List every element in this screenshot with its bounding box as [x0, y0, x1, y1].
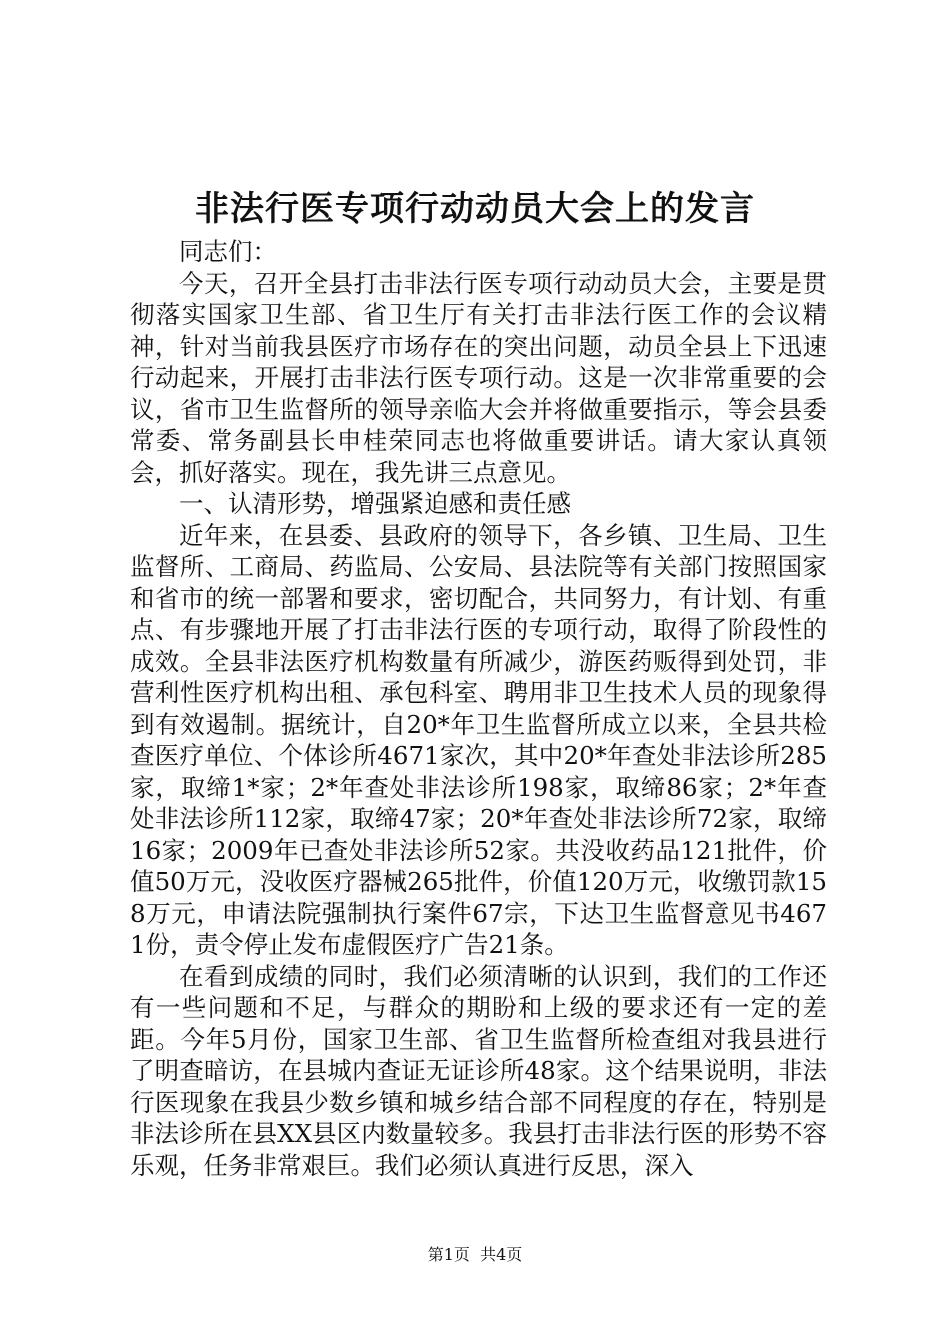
paragraph-achievements: 近年来，在县委、县政府的领导下，各乡镇、卫生局、卫生监督所、工商局、药监局、公安局、县法院等有关部门按照国家和省市的统一部署和要求，密切配合，共同努力，有计划、有重点、有步骤地开展了打击非法行医的专项行动，取得了阶段性的成效。全县非法医疗机构数量有所减少，游医药贩得到处罚，非营利性医疗机构出租、承包科室、聘用非卫生技术人员的现象得到有效遏制。据统计，自20*年卫生监督所成立以来，全县共检查医疗单位、个体诊所4671家次，其中20*年查处非法诊所285家，取缔1*家；2*年查处非法诊所198家，取缔86家；2*年查处非法诊所112家，取缔47家；20*年查处非法诊所72家，取缔16家；2009年已查处非法诊所52家。共没收药品121批件，价值50万元，没收医疗器械265批件，价值120万元，收缴罚款158万元，申请法院强制执行案件67宗，下达卫生监督意见书4671份，责令停止发布虚假医疗广告21条。 — [130, 520, 827, 959]
paragraph-problems: 在看到成绩的同时，我们必须清晰的认识到，我们的工作还有一些问题和不足，与群众的期盼和上级的要求还有一定的差距。今年5月份，国家卫生部、省卫生监督所检查组对我县进行了明查暗访，在县城内查证无证诊所48家。这个结果说明，非法行医现象在我县少数乡镇和城乡结合部不同程度的存在，特别是非法诊所在县XX县区内数量较多。我县打击非法行医的形势不容乐观，任务非常艰巨。我们必须认真进行反思，深入 — [130, 961, 827, 1180]
section-heading: 一、认清形势，增强紧迫感和责任感 — [179, 489, 571, 518]
document-title: 非法行医专项行动动员大会上的发言 — [195, 189, 755, 229]
page-number: 第1页 共4页 — [427, 1245, 523, 1264]
page-footer — [0, 1244, 950, 1266]
salutation: 同志们： — [179, 237, 277, 266]
document-body — [130, 236, 827, 1181]
paragraph-intro: 今天，召开全县打击非法行医专项行动动员大会，主要是贯彻落实国家卫生部、省卫生厅有关打击非法行医工作的会议精神，针对当前我县医疗市场存在的突出问题，动员全县上下迅速行动起来，开展打击非法行医专项行动。这是一次非常重要的会议，省市卫生监督所的领导亲临大会并将做重要指示，等会县委常委、常务副县长申桂荣同志也将做重要讲话。请大家认真领会，抓好落实。现在，我先讲三点意见。 — [130, 268, 827, 487]
